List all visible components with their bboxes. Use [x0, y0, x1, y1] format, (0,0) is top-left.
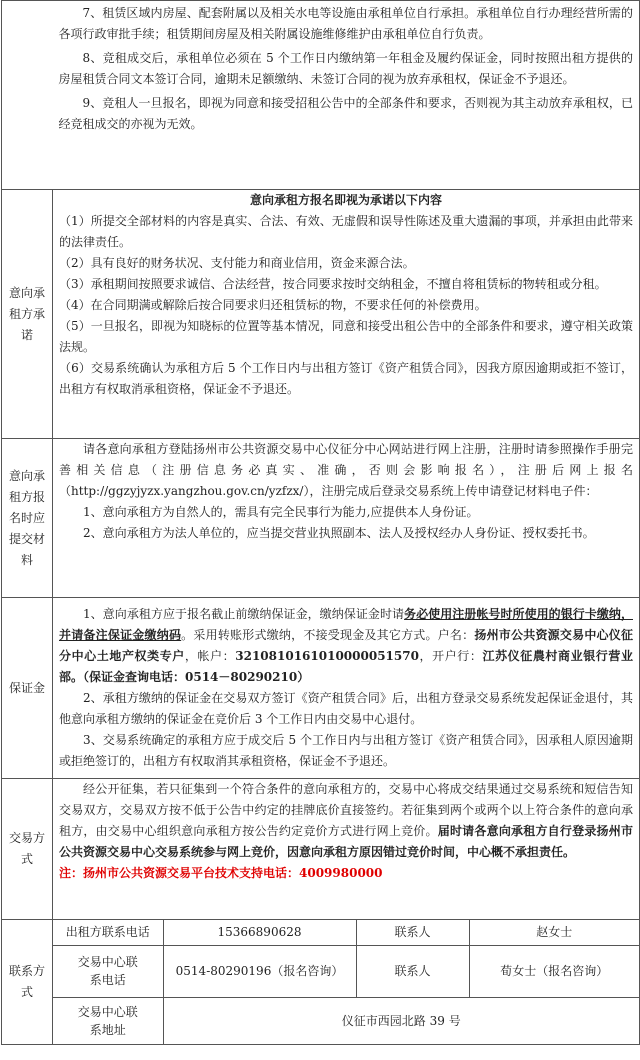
deposit-item: 2、承租方缴纳的保证金在交易双方签订《资产租赁合同》后，出租方登录交易系统发起保证金退付，其他意向承租方缴纳的保证金在竞价后 3 个工作日内由交易中心退付。: [59, 691, 633, 726]
commitment-row: [2, 190, 640, 439]
deposit-label: 保证金: [2, 598, 53, 779]
contact-row-center-phone: [53, 945, 639, 997]
deposit-row: [2, 598, 640, 779]
deposit-emphasis: 务必使用注册帐号时所使用的银行卡缴纳，并请备注保证金缴纳码: [59, 607, 633, 642]
contact-cell: [53, 920, 640, 1045]
deposit-text-part: 1、意向承租方应于报名截止前缴纳保证金，缴纳保证金时请: [83, 607, 405, 621]
registration-text: 请各意向承租方登陆扬州市公共资源交易中心仪征分中心网站进行网上注册，注册时请参照操作手册完善相关信息（注册信息务必真实、准确，否则会影响报名），注册后网上报名（http://ggzyjyzx.yangzhou.gov.cn/yzfzx/），注册完成后登录交易系统上传申请登记材料电子件：: [59, 442, 633, 498]
term-item: 7、租赁区域内房屋、配套附属以及相关水电等设施由承租单位自行承担。承租单位自行办理经营所需的各项行政审批手续；租赁期间房屋及相关附属设施维修维护由承租单位自行负责。: [58, 6, 633, 41]
deposit-text-part: ，帐户：: [184, 649, 236, 663]
trading-text-part: 经公开征集，若只征集到一个符合条件的意向承租方的，交易中心将成交结果通过交易系统和短信告知交易双方，交易双方按不低于公告中约定的挂牌底价直接签约。若征集到两个或两个以上符合条件的意向承租方，由交易中心组织意向承租方按公告约定竞价方式进行网上竞价。: [59, 782, 633, 838]
contact-phone: 0514-80290196（报名咨询）: [163, 945, 356, 997]
deposit-account-number: 3210810161010000051570: [235, 649, 419, 663]
commitment-item: （2）具有良好的财务状况、支付能力和商业信用，资金来源合法。: [59, 256, 415, 270]
contact-key: 联系人: [356, 920, 469, 945]
term-item: 9、竞租人一旦报名，即视为同意和接受招租公告中的全部条件和要求，否则视为其主动放弃承租权，已经竞租成交的亦视为无效。: [58, 96, 633, 131]
contact-key: 交易中心联系地址: [53, 997, 163, 1044]
contact-key: 联系人: [356, 945, 469, 997]
contact-person: 荀女士（报名咨询）: [469, 945, 639, 997]
registration-label: 意向承租方报名时应提交材料: [2, 439, 53, 598]
commitment-item: （5）一旦报名，即视为知晓标的位置等基本情况，同意和接受出租公告中的全部条件和要求，遵守相关政策法规。: [59, 319, 633, 354]
registration-cell: [53, 439, 640, 598]
contact-key: 交易中心联系电话: [53, 945, 163, 997]
contact-phone: 15366890628: [163, 920, 356, 945]
registration-item: 2、意向承租方为法人单位的，应当提交营业执照副本、法人及授权经办人身份证、授权委托书。: [83, 526, 595, 540]
commitment-item: （4）在合同期满或解除后按合同要求归还租赁标的物，不要求任何的补偿费用。: [59, 298, 487, 312]
trading-row: [2, 779, 640, 920]
commitment-item: （6）交易系统确认为承租方后 5 个工作日内与出租方签订《资产租赁合同》，因我方原因逾期或拒不签订，出租方有权取消承租资格，保证金不予退还。: [59, 361, 633, 396]
registration-row: [2, 439, 640, 598]
terms-label-cell: [2, 1, 53, 190]
deposit-text: [53, 604, 639, 688]
trading-text: [53, 779, 639, 863]
commitment-item: （1）所提交全部材料的内容是真实、合法、有效、无虚假和误导性陈述及重大遗漏的事项，并承担由此带来的法律责任。: [59, 214, 633, 249]
contact-row-lessor: [53, 920, 639, 945]
contact-table: [53, 920, 639, 1044]
contact-row-center-address: [53, 997, 639, 1044]
terms-cell: [53, 1, 640, 190]
contact-key: 出租方联系电话: [53, 920, 163, 945]
deposit-item: 3、交易系统确定的承租方应于成交后 5 个工作日内与出租方签订《资产租赁合同》，因承租人原因逾期或拒绝签订的，出租方有权取消其承租资格，保证金不予退还。: [59, 733, 633, 768]
registration-item: 1、意向承租方为自然人的，需具有完全民事行为能力,应提供本人身份证。: [83, 505, 479, 519]
contact-person: 赵女士: [469, 920, 639, 945]
deposit-text-part: ，开户行：: [418, 649, 483, 663]
tech-support-note: 注：扬州市公共资源交易平台技术支持电话：4009980000: [59, 866, 383, 880]
commitment-title: 意向承租方报名即视为承诺以下内容: [249, 193, 442, 207]
trading-cell: [53, 779, 640, 920]
deposit-bank: 江苏仪征農村商业银行营业部。（保证金查询电话：0514－80290210）: [59, 649, 633, 684]
announcement-table: [1, 0, 640, 1045]
term-item: 8、竞租成交后，承租单位必须在 5 个工作日内缴纳第一年租金及履约保证金，同时按照出租方提供的房屋租赁合同文本签订合同，逾期未足额缴纳、未签订合同的视为放弃承租权，保证金不予退还。: [58, 51, 633, 86]
deposit-account-name: 扬州市公共资源交易中心仪征分中心土地产权类专户: [59, 628, 633, 663]
contact-row: [2, 920, 640, 1045]
commitment-item: （3）承租期间按照要求诚信、合法经营，按合同要求按时交纳租金，不擅自将租赁标的物转租或分租。: [59, 277, 607, 291]
deposit-text-part: 。采用转账形式缴纳，不接受现金及其它方式。户名：: [181, 628, 475, 642]
terms-row: [2, 1, 640, 190]
contact-address: 仪征市西园北路 39 号: [163, 997, 639, 1044]
trading-emphasis: 届时请各意向承租方自行登录扬州市公共资源交易中心交易系统参与网上竞价，因意向承租方原因错过竞价时间，中心概不承担责任。: [59, 824, 633, 859]
commitment-cell: [53, 190, 640, 439]
commitment-label: 意向承租方承诺: [2, 190, 53, 439]
deposit-cell: [53, 598, 640, 779]
contact-label: 联系方式: [2, 920, 53, 1045]
trading-label: 交易方式: [2, 779, 53, 920]
